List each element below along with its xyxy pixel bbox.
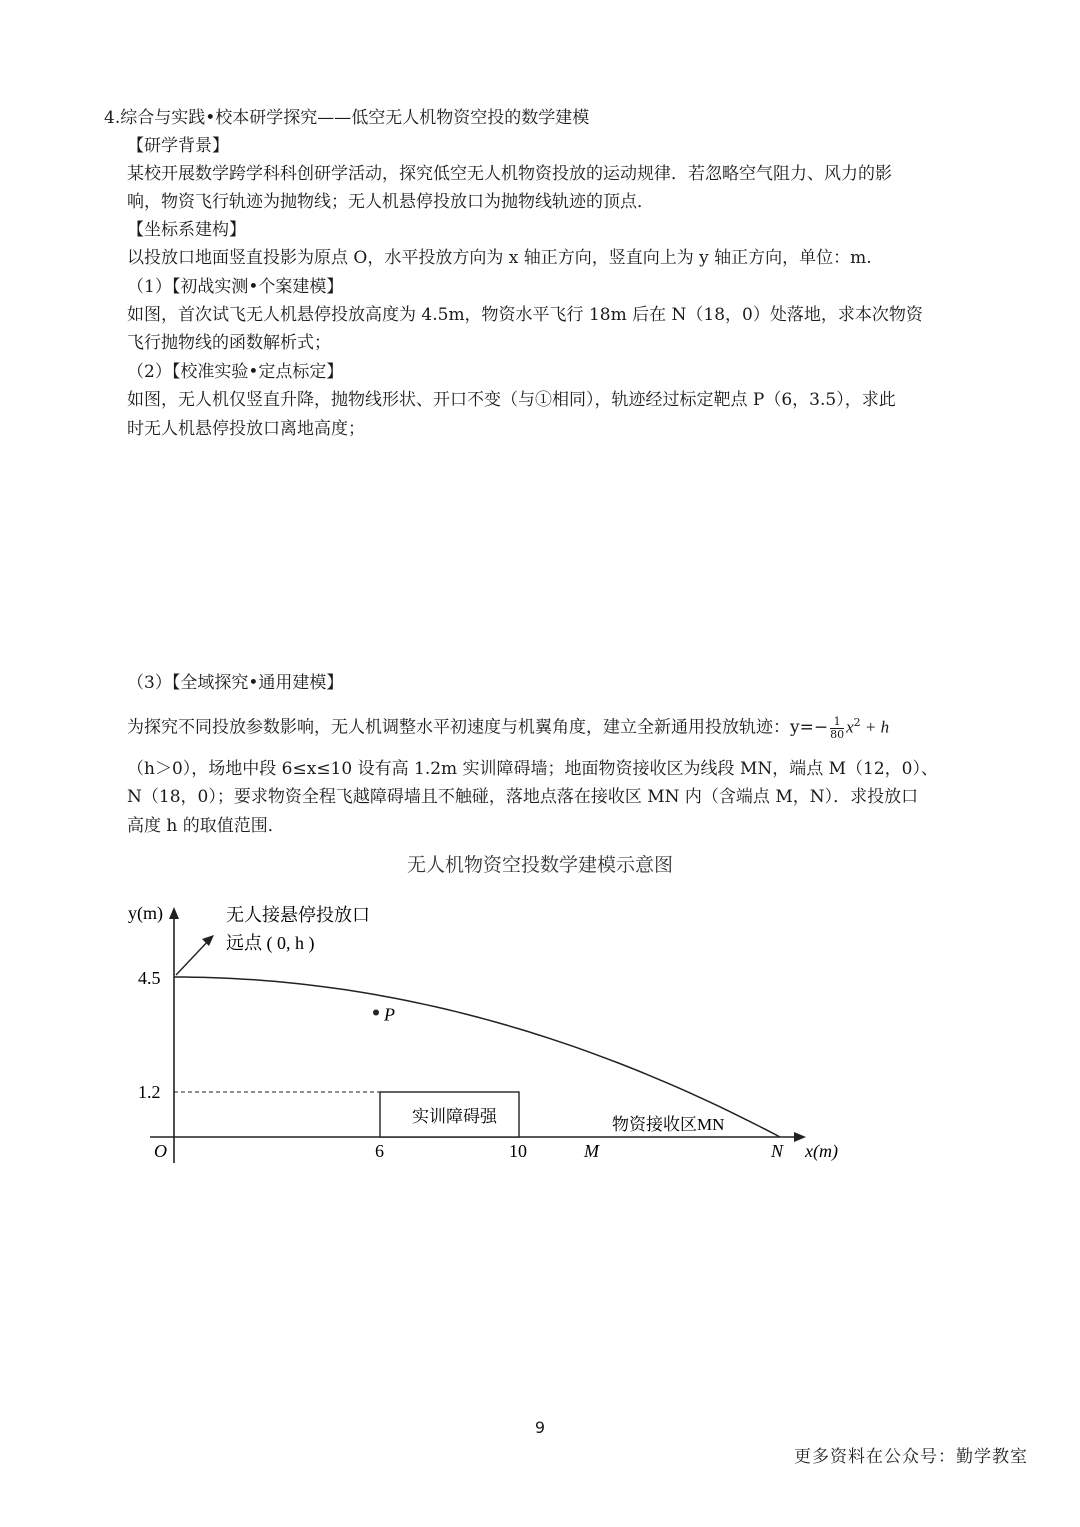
- origin-label: O: [154, 1141, 167, 1161]
- question-2-heading: （2）【校准实验•定点标定】: [127, 362, 344, 382]
- figure-diagram: [110, 895, 870, 1185]
- label-N: N: [771, 1141, 784, 1161]
- x-tick-6: 6: [375, 1141, 384, 1161]
- annotation-line-2: 远点 ( 0, h ): [226, 933, 315, 953]
- figure-title: 无人机物资空投数学建模示意图: [406, 854, 673, 876]
- question-3-text-2: （h＞0），场地中段 6≤x≤10 设有高 1.2m 实训障碍墙；地面物资接收区为线段 MN，端点 M（12，0）、: [127, 759, 939, 779]
- fraction-numerator: 1: [830, 716, 844, 729]
- question-3-text-3: N（18，0）；要求物资全程飞越障碍墙且不触碰，落地点落在接收区 MN 内（含端点 M，N）．求投放口: [127, 787, 919, 807]
- x-tick-10: 10: [509, 1141, 527, 1161]
- x-axis-label: x(m): [805, 1141, 838, 1161]
- annotation-line-1: 无人接悬停投放口: [226, 905, 370, 925]
- y-tick-4-5: 4.5: [138, 968, 161, 988]
- question-2-text-1: 如图，无人机仅竖直升降，抛物线形状、开口不变（与①相同），轨迹经过标定靶点 P（6，3.5），求此: [127, 390, 896, 410]
- y-axis-label: y(m): [128, 903, 163, 923]
- question-1-text-1: 如图，首次试飞无人机悬停投放高度为 4.5m，物资水平飞行 18m 后在 N（18，0）处落地，求本次物资: [127, 305, 923, 325]
- question-3-text-4: 高度 h 的取值范围．: [127, 816, 285, 836]
- annotation-arrow-icon: [202, 935, 214, 946]
- y-tick-1-2: 1.2: [138, 1082, 161, 1102]
- problem-title: 4.综合与实践•校本研学探究——低空无人机物资空投的数学建模: [104, 108, 590, 128]
- background-text-2: 响，物资飞行轨迹为抛物线；无人机悬停投放口为抛物线轨迹的顶点．: [127, 192, 654, 212]
- question-3-text-1: [127, 712, 889, 741]
- formula-exponent: 2: [853, 716, 861, 729]
- point-P: [373, 1010, 379, 1016]
- fraction: [830, 716, 844, 741]
- question-2-text-2: 时无人机悬停投放口离地高度；: [127, 419, 365, 439]
- label-M: M: [584, 1141, 599, 1161]
- background-text-1: 某校开展数学跨学科科创研学活动，探究低空无人机物资投放的运动规律．若忽略空气阻力、风力的影: [127, 164, 892, 184]
- page-number: 9: [534, 1418, 546, 1437]
- y-axis-arrow-icon: [169, 907, 179, 919]
- annotation-arrow-line: [176, 939, 210, 975]
- question-3-heading: （3）【全域探究•通用建模】: [127, 673, 344, 693]
- receiving-zone-label: 物资接收区MN: [612, 1115, 725, 1134]
- question-3-text-1-main: 为探究不同投放参数影响，无人机调整水平初速度与机翼角度，建立全新通用投放轨迹：y=−: [127, 717, 829, 738]
- watermark: 更多资料在公众号：勤学教室: [794, 1447, 1028, 1467]
- coordinate-heading: 【坐标系建构】: [127, 220, 246, 240]
- wall-label: 实训障碍强: [412, 1107, 497, 1126]
- formula-x: x: [846, 717, 854, 737]
- question-1-text-2: 飞行抛物线的函数解析式；: [127, 333, 331, 353]
- fraction-denominator: 80: [830, 727, 845, 741]
- background-heading: 【研学背景】: [127, 136, 229, 156]
- point-P-label: P: [384, 1004, 395, 1025]
- coordinate-text: 以投放口地面竖直投影为原点 O，水平投放方向为 x 轴正方向，竖直向上为 y 轴正方向，单位：m.: [127, 248, 872, 268]
- formula-tail: + h: [860, 717, 890, 737]
- question-1-heading: （1）【初战实测•个案建模】: [127, 277, 344, 297]
